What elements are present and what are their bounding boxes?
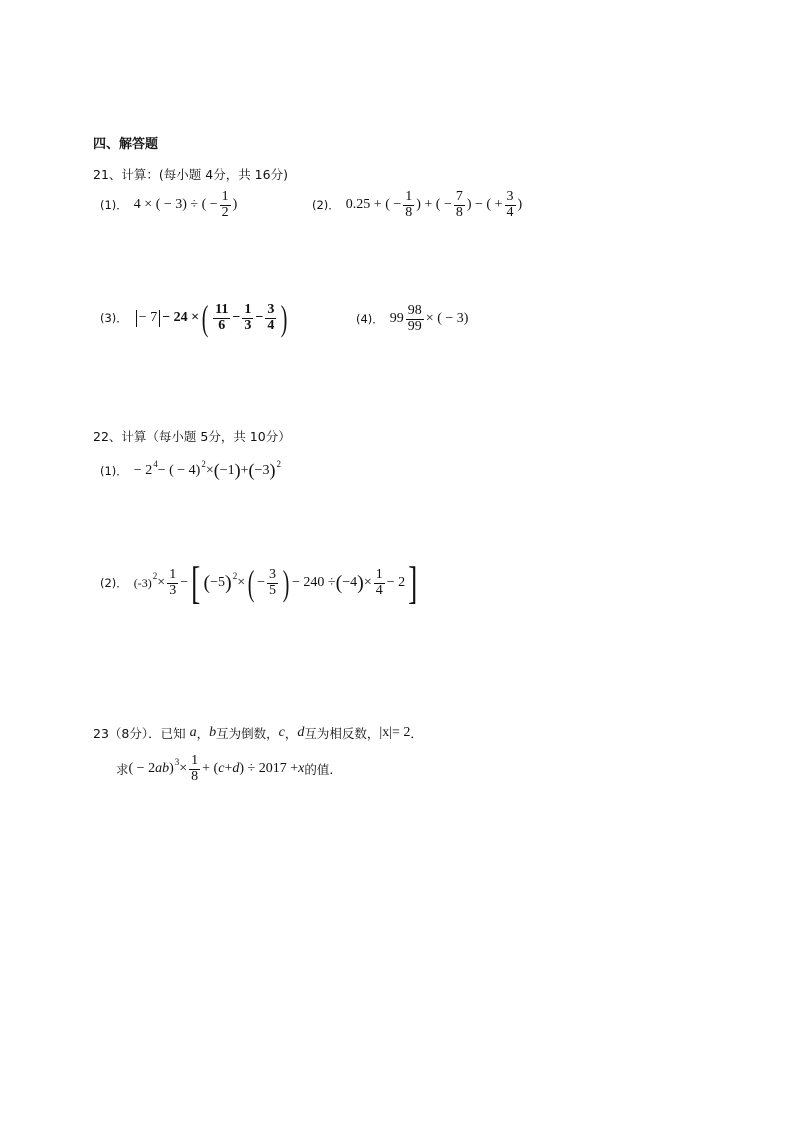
q21-p2-label: (2)． — [312, 198, 340, 213]
q21-p1-label: (1)． — [100, 198, 128, 213]
fraction: $\frac{1}{2}$ — [221, 189, 229, 220]
q23-ask-prefix: 求 — [116, 762, 129, 778]
fraction: $\frac{11}{6}$ — [215, 301, 229, 333]
text-opposite: 互为相反数， — [304, 726, 380, 741]
q21-problem-4: (4)． 99 $\frac{98}{99}$ × ( − 3) — [356, 303, 469, 334]
fraction: $\frac{3}{4}$ — [506, 189, 514, 220]
fraction: $\frac{1}{4}$ — [375, 566, 383, 598]
fraction: $\frac{1}{8}$ — [405, 189, 413, 220]
q21-p4-label: (4)． — [356, 312, 384, 327]
comma: ， — [196, 726, 210, 741]
q22-header: 22、计算（每小题 5分，共 10分） — [93, 429, 291, 444]
fraction: $\frac{3}{4}$ — [267, 301, 275, 333]
q23-ask-suffix: 的值. — [304, 762, 334, 778]
text-reciprocal: 互为倒数， — [216, 726, 279, 741]
fraction: $\frac{98}{99}$ — [407, 303, 422, 334]
q23-intro-prefix: 23（8分）．已知 — [93, 726, 186, 741]
q22-problem-2: (2)． (-3) 2 × $\frac{1}{3}$ − [ ( −5 ) 2 × ( − $\frac{3}{5}$ ) − 240 ÷ ( −4 ) × $\frac{1}{4}$ − 2 ] — [100, 557, 418, 608]
q21-p3-label: (3)． — [100, 311, 128, 325]
var-a: a — [189, 725, 197, 740]
fraction: $\frac{1}{3}$ — [169, 566, 177, 598]
q21-problem-2: (2)． 0.25 + ( − $\frac{1}{8}$ ) + ( − $\frac{7}{8}$ ) − ( + $\frac{3}{4}$ ) — [312, 189, 523, 220]
q22-problem-1: (1)． − 2 4 − ( − 4) 2 × ( −1 ) + ( −3 ) 2 — [100, 458, 281, 480]
var-c: c — [278, 725, 285, 740]
var-b: b — [209, 725, 217, 740]
q22-p1-label: (1)． — [100, 463, 128, 478]
fraction: $\frac{1}{3}$ — [244, 301, 252, 333]
fraction: $\frac{1}{8}$ — [191, 753, 199, 784]
q21-problem-1: (1)． 4 × ( − 3) ÷ ( − $\frac{1}{2}$ ) — [100, 189, 238, 220]
section-title: 四、解答题 — [93, 137, 159, 152]
abs-x-condition: |x|= 2 — [379, 725, 411, 740]
fraction: $\frac{3}{5}$ — [269, 566, 276, 598]
q23-ask: 求 ( − 2 ab ) 3 × $\frac{1}{8}$ + ( c + d ) ÷ 2017 + x 的值. — [116, 753, 334, 784]
q21-problem-3: (3)． − 7 − 24 × ( $\frac{11}{6}$ − $\frac{1}{3}$ − $\frac{3}{4}$ ) — [100, 298, 288, 338]
q22-p2-label: (2)． — [100, 576, 128, 590]
comma: ， — [284, 726, 298, 741]
q21-header: 21、计算：(每小题 4分，共 16分) — [93, 167, 288, 182]
var-d: d — [297, 725, 305, 740]
period: ． — [410, 726, 423, 741]
fraction: $\frac{7}{8}$ — [455, 189, 463, 220]
q23-intro — [93, 724, 423, 742]
